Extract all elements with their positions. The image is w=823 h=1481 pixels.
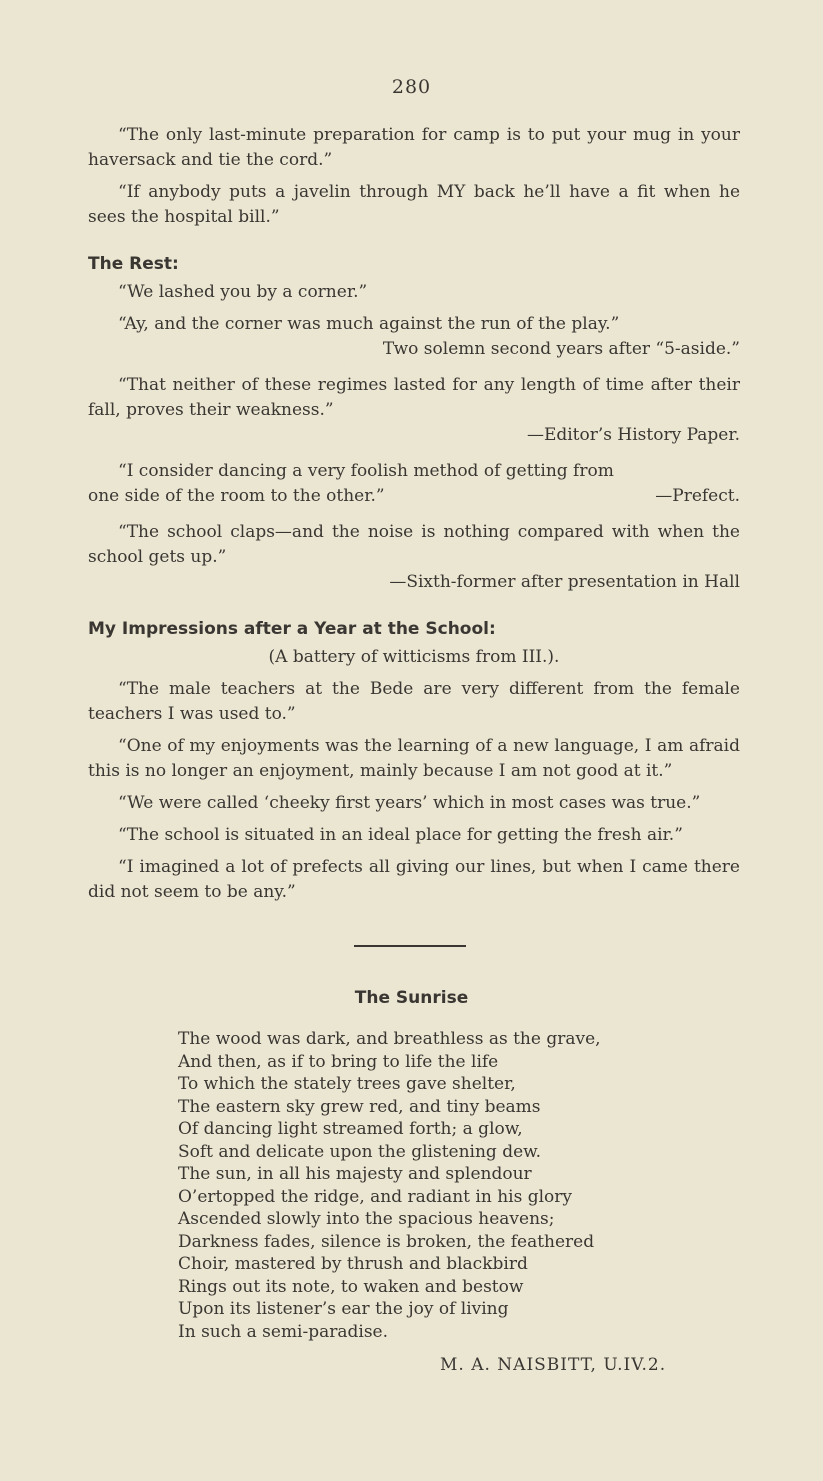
rest-quote-3: “That neither of these regimes lasted for any length of time after their fall, proves their weakness.” (88, 375, 740, 420)
rest-quote-4-line-1: “I consider dancing a very foolish method of getting from (118, 461, 614, 481)
section-divider (354, 945, 466, 947)
poem-line: In such a semi-paradise. (178, 1321, 389, 1342)
rest-quote-3-attribution: —Editor’s History Paper. (526, 425, 740, 445)
rest-quote-4-row (88, 484, 740, 509)
impressions-quote-4: “The school is situated in an ideal place for getting the fresh air.” (118, 825, 683, 845)
rest-quote-1: “We lashed you by a corner.” (118, 282, 368, 302)
rest-quote-4-line-2: one side of the room to the other.” (88, 486, 385, 506)
page-number: 280 (391, 76, 432, 98)
poem-author: M. A. NAISBITT, U.IV.2. (440, 1355, 667, 1375)
rest-quote-4-attribution: —Prefect. (655, 486, 740, 506)
impressions-quote-1: “The male teachers at the Bede are very different from the female teachers I was used to.” (88, 679, 740, 724)
poem-line: Rings out its note, to waken and bestow (178, 1276, 524, 1297)
rest-heading: The Rest: (88, 254, 179, 274)
body-text (88, 123, 740, 905)
poem-line: The eastern sky grew red, and tiny beams (178, 1096, 541, 1117)
poem-line: Darkness fades, silence is broken, the feathered (178, 1231, 595, 1252)
impressions-quote-3: “We were called ‘cheeky first years’ which in most cases was true.” (118, 793, 701, 813)
intro-quote-1: “The only last-minute preparation for camp is to put your mug in your haversack and tie the cord.” (88, 125, 740, 170)
rest-quote-2: “Ay, and the corner was much against the run of the play.” (118, 314, 620, 334)
poem-line: O’ertopped the ridge, and radiant in his glory (178, 1186, 573, 1207)
impressions-heading: My Impressions after a Year at the School: (88, 619, 496, 639)
poem-line: Upon its listener’s ear the joy of living (178, 1299, 509, 1319)
poem-line: Of dancing light streamed forth; a glow, (178, 1119, 523, 1139)
rest-quote-5-attribution: —Sixth-former after presentation in Hall (389, 572, 740, 592)
poem-line: Soft and delicate upon the glistening dew. (178, 1141, 542, 1162)
poem-body (178, 1028, 738, 1343)
poem-title: The Sunrise (354, 988, 469, 1008)
poem-line: To which the stately trees gave shelter, (178, 1074, 516, 1094)
poem-line: The wood was dark, and breathless as the grave, (178, 1029, 601, 1049)
impressions-quote-2: “One of my enjoyments was the learning of a new language, I am afraid this is no longer an enjoyment, mainly because I am not good at it.” (88, 736, 740, 781)
poem-line: The sun, in all his majesty and splendour (178, 1164, 532, 1184)
poem-line: And then, as if to bring to life the life (178, 1051, 499, 1072)
poem-line: Choir, mastered by thrush and blackbird (178, 1254, 528, 1274)
rest-quote-5: “The school claps—and the noise is nothing compared with when the school gets up.” (88, 522, 740, 567)
rest-quote-2-attribution: Two solemn second years after “5-aside.” (382, 339, 740, 359)
poem-line: Ascended slowly into the spacious heavens; (178, 1209, 555, 1229)
impressions-subtitle: (A battery of witticisms from III.). (268, 647, 560, 667)
impressions-quote-5: “I imagined a lot of prefects all giving our lines, but when I came there did not seem to be any.” (88, 857, 740, 902)
intro-quote-2: “If anybody puts a javelin through MY back he’ll have a fit when he sees the hospital bill.” (88, 182, 740, 227)
